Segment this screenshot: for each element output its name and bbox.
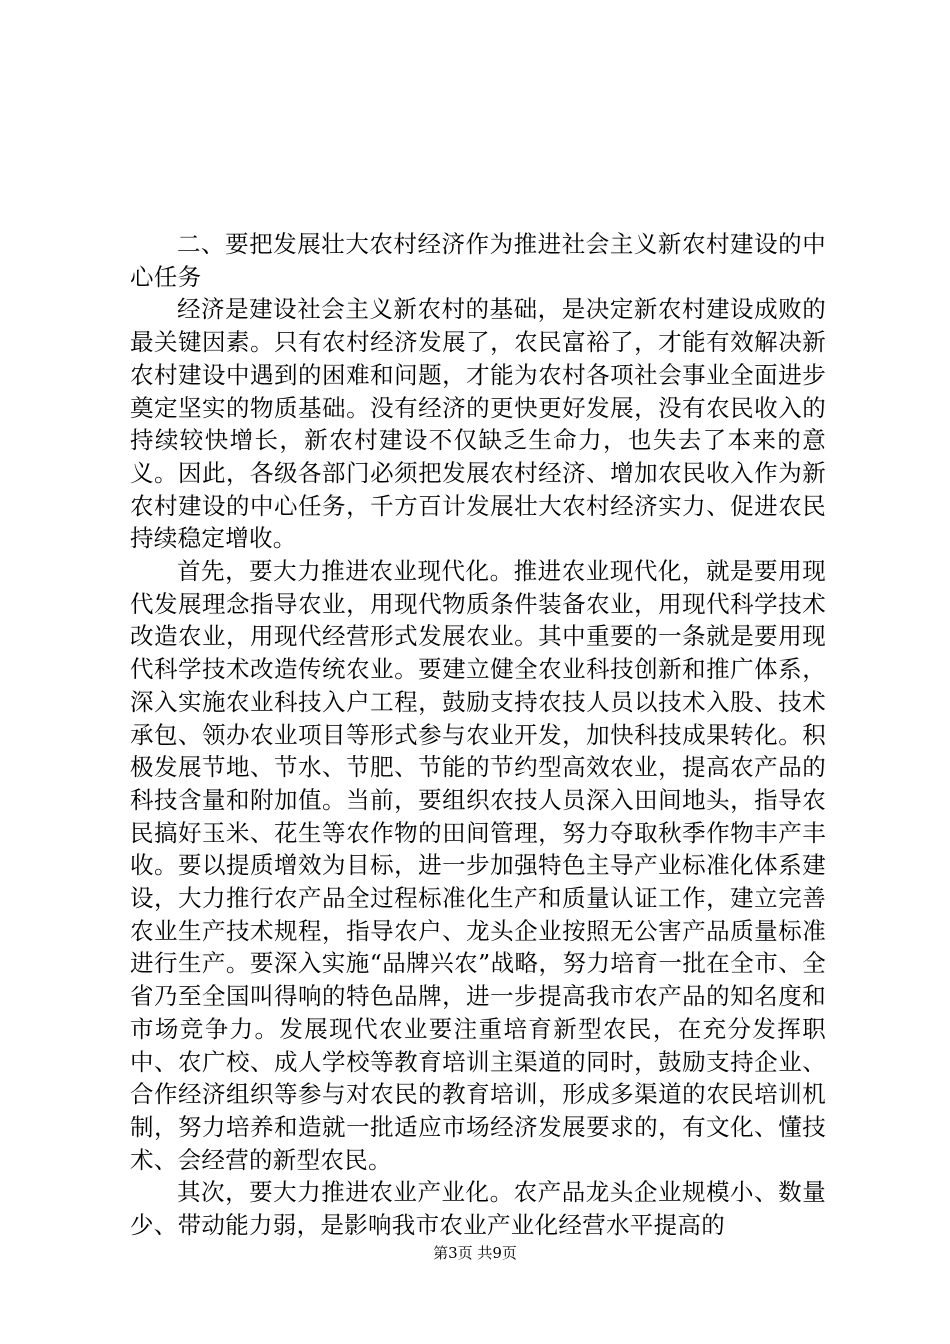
page-number-footer: 第3页 共9页 — [433, 1244, 517, 1262]
section-heading: 二、要把发展壮大农村经济作为推进社会主义新农村建设的中心任务 — [130, 230, 826, 291]
paragraph-agricultural-industrialization: 其次，要大力推进农业产业化。农产品龙头企业规模小、数量少、带动能力弱，是影响我市农业产业化经营水平提高的 — [130, 1178, 826, 1240]
paragraph-economy-foundation: 经济是建设社会主义新农村的基础，是决定新农村建设成败的最关键因素。只有农村经济发展了，农民富裕了，才能有效解决新农村建设中遇到的困难和问题，才能为农村各项社会事业全面进步奠定坚实的物质基础。没有经济的更快更好发展，没有农民收入的持续较快增长，新农村建设不仅缺乏生命力，也失去了本来的意义。因此，各级各部门必须把发展农村经济、增加农民收入作为新农村建设的中心任务，千方百计发展壮大农村经济实力、促进农民持续稳定增收。 — [130, 295, 826, 553]
paragraph-agricultural-modernization: 首先，要大力推进农业现代化。推进农业现代化，就是要用现代发展理念指导农业，用现代物质条件装备农业，用现代科学技术改造农业，用现代经营形式发展农业。其中重要的一条就是要用现代科学技术改造传统农业。要建立健全农业科技创新和推广体系，深入实施农业科技入户工程，鼓励支持农技人员以技术入股、技术承包、领办农业项目等形式参与农业开发，加快科技成果转化。积极发展节地、节水、节肥、节能的节约型高效农业，提高农产品的科技含量和附加值。当前，要组织农技人员深入田间地头，指导农民搞好玉米、花生等农作物的田间管理，努力夺取秋季作物丰产丰收。要以提质增效为目标，进一步加强特色主导产业标准化体系建设，大力推行农产品全过程标准化生产和质量认证工作，建立完善农业生产技术规程，指导农户、龙头企业按照无公害产品质量标准进行生产。要深入实施“品牌兴农”战略，努力培育一批在全市、全省乃至全国叫得响的特色品牌，进一步提高我市农产品的知名度和市场竞争力。发展现代农业要注重培育新型农民，在充分发挥职中、农广校、成人学校等教育培训主渠道的同时，鼓励支持企业、合作经济组织等参与对农民的教育培训，形成多渠道的农民培训机制，努力培养和造就一批适应市场经济发展要求的，有文化、懂技术、会经营的新型农民。 — [130, 557, 826, 1174]
document-body — [130, 228, 826, 1242]
